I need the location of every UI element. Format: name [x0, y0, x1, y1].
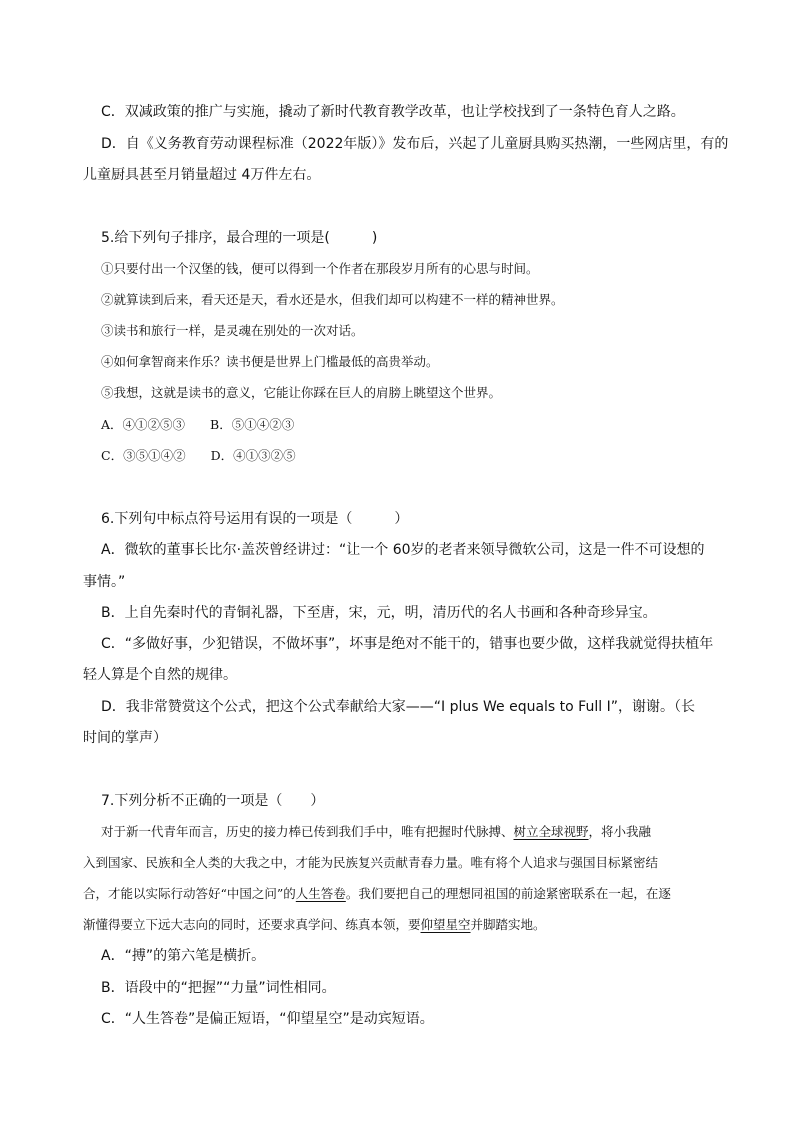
q6-stem: 6.下列句中标点符号运用有误的一项是（ ） [101, 511, 409, 527]
q5-stem: 5.给下列句子排序，最合理的一项是( ) [101, 230, 378, 246]
q7-passage-line1 [101, 822, 651, 842]
q5-options-cd: C．③⑤①④② D．④①③②⑤ [101, 448, 296, 463]
underlined-phrase: 人生答卷 [295, 886, 346, 901]
q7-option-a: A．“搏”的第六笔是横折。 [101, 948, 266, 964]
underlined-phrase: 树立全球视野 [513, 824, 589, 839]
q7-passage-line3 [83, 884, 671, 904]
passage-text: 合，才能以实际行动答好“中国之问”的 [83, 886, 296, 901]
q6-option-a-line1: A．微软的董事长比尔·盖茨曾经讲过：“让一个 60岁的老者来领导微软公司，这是一件不可设想的 [101, 542, 705, 558]
q4-option-d-line1: D．自《义务教育劳动课程标准（2022年版）》发布后，兴起了儿童厨具购买热潮，一些网店里，有的 [101, 136, 729, 152]
underlined-phrase: 仰望星空 [420, 917, 471, 932]
passage-text: 渐懂得要立下远大志向的同时，还要求真学问、练真本领，要 [83, 917, 421, 932]
q6-option-c-line2: 轻人算是个自然的规律。 [83, 667, 237, 683]
q6-option-d-line2: 时间的掌声） [83, 730, 167, 746]
passage-text: ，将小我融 [588, 824, 652, 839]
q6-option-c-line1: C．“多做好事，少犯错误，不做坏事”，坏事是绝对不能干的，错事也要少做，这样我就觉得扶植年 [101, 636, 714, 652]
q7-option-b: B．语段中的“把握”“力量”词性相同。 [101, 980, 336, 996]
q7-passage-line2: 入到国家、民族和全人类的大我之中，才能为民族复兴贡献青春力量。唯有将个人追求与强国目标紧密结 [83, 855, 659, 870]
q5-sentence-2: ②就算读到后来，看天还是天，看水还是水，但我们却可以构建不一样的精神世界。 [101, 292, 564, 307]
q6-option-a-line2: 事情。” [83, 574, 126, 590]
passage-text: 并脚踏实地。 [470, 917, 546, 932]
q7-passage-line4 [83, 915, 546, 935]
q5-sentence-3: ③读书和旅行一样，是灵魂在别处的一次对话。 [101, 323, 364, 338]
q5-sentence-4: ④如何拿智商来作乐？读书便是世界上门槛最低的高贵举动。 [101, 354, 439, 369]
q4-option-c: C．双减政策的推广与实施，撬动了新时代教育教学改革，也让学校找到了一条特色育人之路。 [101, 104, 685, 120]
passage-text: 。我们要把自己的理想同祖国的前途紧密联系在一起，在逐 [345, 886, 671, 901]
q6-option-b: B．上自先秦时代的青铜礼器，下至唐，宋，元，明，清历代的名人书画和各种奇珍异宝。 [101, 605, 657, 621]
q4-option-d-line2: 儿童厨具甚至月销量超过 4万件左右。 [83, 167, 321, 183]
q6-option-d-line1: D．我非常赞赏这个公式，把这个公式奉献给大家——“I plus We equals to Full I”，谢谢。（长 [101, 699, 695, 715]
q5-options-ab: A．④①②⑤③ B．⑤①④②③ [101, 417, 295, 432]
q5-sentence-1: ①只要付出一个汉堡的钱，便可以得到一个作者在那段岁月所有的心思与时间。 [101, 261, 539, 276]
q5-sentence-5: ⑤我想，这就是读书的意义，它能让你踩在巨人的肩膀上眺望这个世界。 [101, 385, 502, 400]
q7-stem: 7.下列分析不正确的一项是（ ） [101, 793, 325, 809]
q7-option-c: C．“人生答卷”是偏正短语，“仰望星空”是动宾短语。 [101, 1011, 434, 1027]
passage-text: 对于新一代青年而言，历史的接力棒已传到我们手中，唯有把握时代脉搏、 [101, 824, 514, 839]
